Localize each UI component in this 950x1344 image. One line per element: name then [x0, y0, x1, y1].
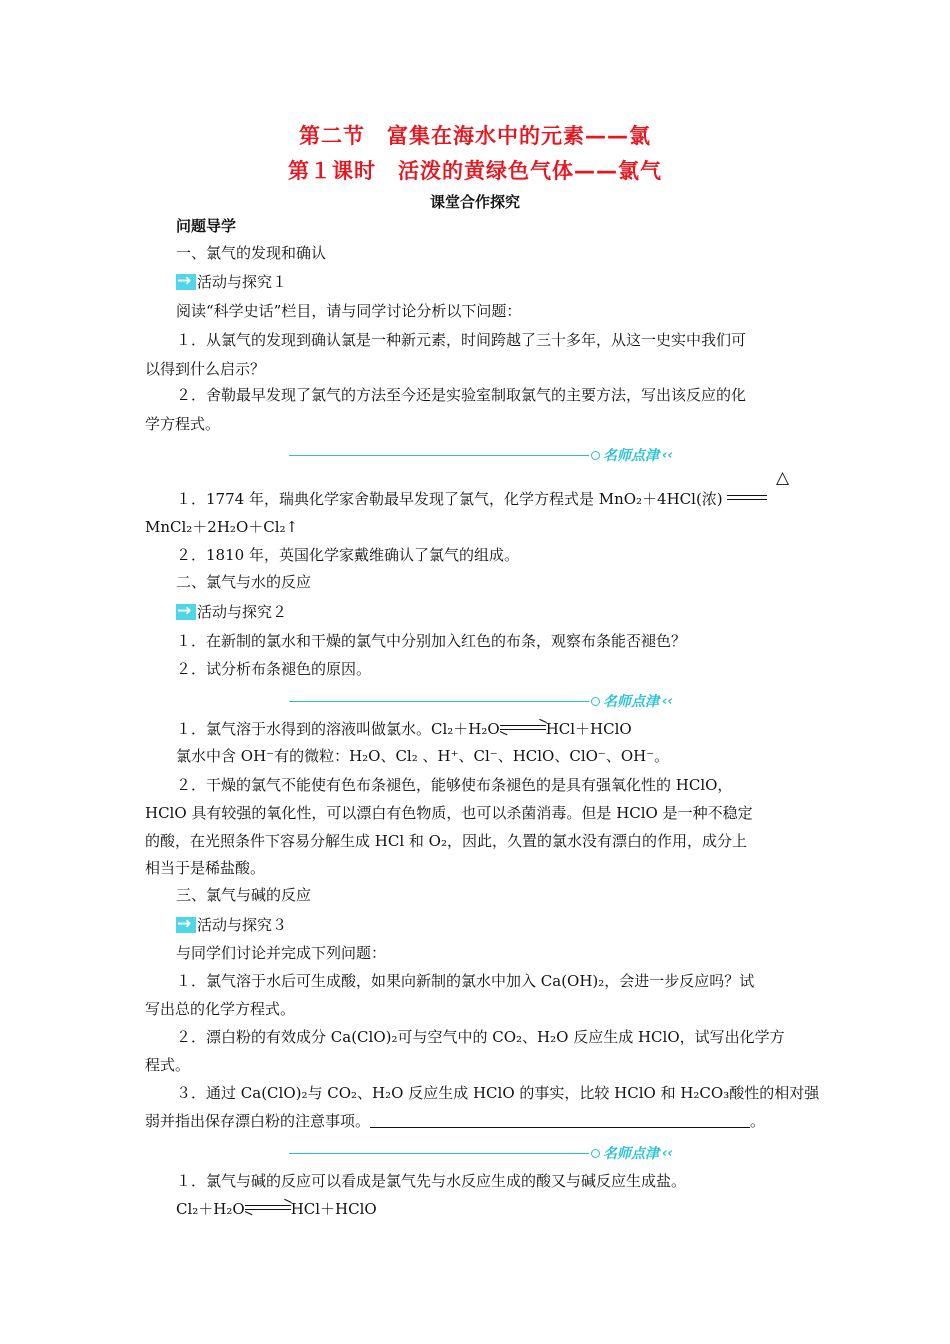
part3-q3-line2: 弱并指出保存漂白粉的注意事项。 。 — [145, 1112, 766, 1130]
tip-label: 名师点津 — [603, 694, 659, 710]
double-chevron-icon: ‹‹ — [662, 693, 673, 709]
part1-q2-line1: ２．舍勒最早发现了氯气的方法至今还是实验室制取氯气的主要方法，写出该反应的化 — [176, 386, 747, 404]
part1-q1-line1: １．从氯气的发现到确认氯是一种新元素，时间跨越了三十多年，从这一史实中我们可 — [176, 331, 747, 349]
part3-activity: →活动与探究３ — [176, 915, 287, 935]
activity-arrow-icon — [176, 274, 196, 290]
part3-q1-line1: １．氯气溶于水后可生成酸，如果向新制的氯水中加入 Ca(OH)₂，会进一步反应吗？试 — [176, 972, 755, 990]
part1-heading: 一、氯气的发现和确认 — [176, 244, 327, 262]
circle-icon — [591, 697, 600, 706]
activity-arrow-icon — [176, 917, 196, 933]
part2-a2-line2: HClO 具有较强的氧化性，可以漂白有色物质，也可以杀菌消毒。但是 HClO 是一种不稳定 — [145, 804, 753, 822]
tip-divider-3 — [289, 1144, 689, 1162]
circle-icon — [591, 1149, 600, 1158]
circle-icon — [591, 451, 600, 460]
part2-q1: １．在新制的氯水和干燥的氯气中分别加入红色的布条，观察布条能否褪色？ — [176, 632, 687, 650]
part1-a2: ２．1810 年，英国化学家戴维确认了氯气的组成。 — [176, 546, 519, 564]
part3-heading: 三、氯气与碱的反应 — [176, 886, 312, 904]
activity-arrow-icon — [176, 604, 196, 620]
equilibrium-arrow-icon — [500, 723, 546, 733]
part2-a2-line4: 相当于是稀盐酸。 — [145, 859, 266, 877]
part1-a1-line2: MnCl₂＋2H₂O＋Cl₂↑ — [145, 518, 299, 536]
tip-divider-1 — [289, 446, 689, 464]
part3-q3-line1: ３．通过 Ca(ClO)₂与 CO₂、H₂O 反应生成 HClO 的事实，比较 HClO 和 H₂CO₃酸性的相对强 — [176, 1084, 820, 1102]
answer-blank[interactable] — [370, 1113, 750, 1128]
part2-a2-line3: 的酸，在光照条件下容易分解生成 HCl 和 O₂，因此，久置的氯水没有漂白的作用，成分上 — [145, 832, 747, 850]
part2-a1: １．氯气溶于水得到的溶液叫做氯水。Cl₂＋H₂O HCl＋HClO — [176, 720, 632, 738]
lesson-title: 第１课时 活泼的黄绿色气体——氯气 — [288, 159, 662, 183]
section-heading: 问题导学 — [176, 217, 237, 235]
part2-q2: ２．试分析布条褪色的原因。 — [176, 660, 372, 678]
double-chevron-icon: ‹‹ — [662, 1145, 673, 1161]
part1-q1-line2: 以得到什么启示？ — [145, 360, 266, 378]
subtitle: 课堂合作探究 — [429, 193, 520, 211]
equation-equals-sign — [727, 494, 767, 502]
part1-intro: 阅读“科学史话”栏目，请与同学讨论分析以下问题： — [176, 302, 522, 320]
double-chevron-icon: ‹‹ — [662, 447, 673, 463]
part3-intro: 与同学们讨论并完成下列问题： — [176, 944, 387, 962]
part3-q2-line2: 程式。 — [145, 1056, 191, 1074]
part3-a1: １．氯气与碱的反应可以看成是氯气先与水反应生成的酸又与碱反应生成盐。 — [176, 1172, 687, 1190]
equilibrium-arrow-icon — [245, 1203, 291, 1213]
part1-a1-line1: １．1774 年，瑞典化学家舍勒最早发现了氯气，化学方程式是 MnO₂＋4HCl(浓) — [176, 489, 767, 509]
part1-activity: →活动与探究１ — [176, 272, 287, 292]
heat-triangle-icon: △ — [776, 468, 790, 488]
part2-heading: 二、氯气与水的反应 — [176, 573, 312, 591]
part1-q2-line2: 学方程式。 — [145, 415, 221, 433]
section-title: 第二节 富集在海水中的元素——氯 — [299, 124, 651, 148]
part3-q2-line1: ２．漂白粉的有效成分 Ca(ClO)₂可与空气中的 CO₂、H₂O 反应生成 HClO，试写出化学方 — [176, 1028, 785, 1046]
tip-label: 名师点津 — [603, 448, 659, 464]
part3-q1-line2: 写出总的化学方程式。 — [145, 1000, 296, 1018]
tip-label: 名师点津 — [603, 1146, 659, 1162]
part2-a1-species: 氯水中含 OH⁻有的微粒：H₂O、Cl₂ 、H⁺、Cl⁻、HClO、ClO⁻、OH⁻。 — [176, 747, 670, 765]
tip-divider-2 — [289, 692, 689, 710]
part2-a2-line1: ２．干燥的氯气不能使有色布条褪色，能够使布条褪色的是具有强氧化性的 HClO， — [176, 776, 733, 794]
part2-activity: →活动与探究２ — [176, 602, 287, 622]
part3-a2: Cl₂＋H₂O HCl＋HClO — [176, 1200, 377, 1218]
